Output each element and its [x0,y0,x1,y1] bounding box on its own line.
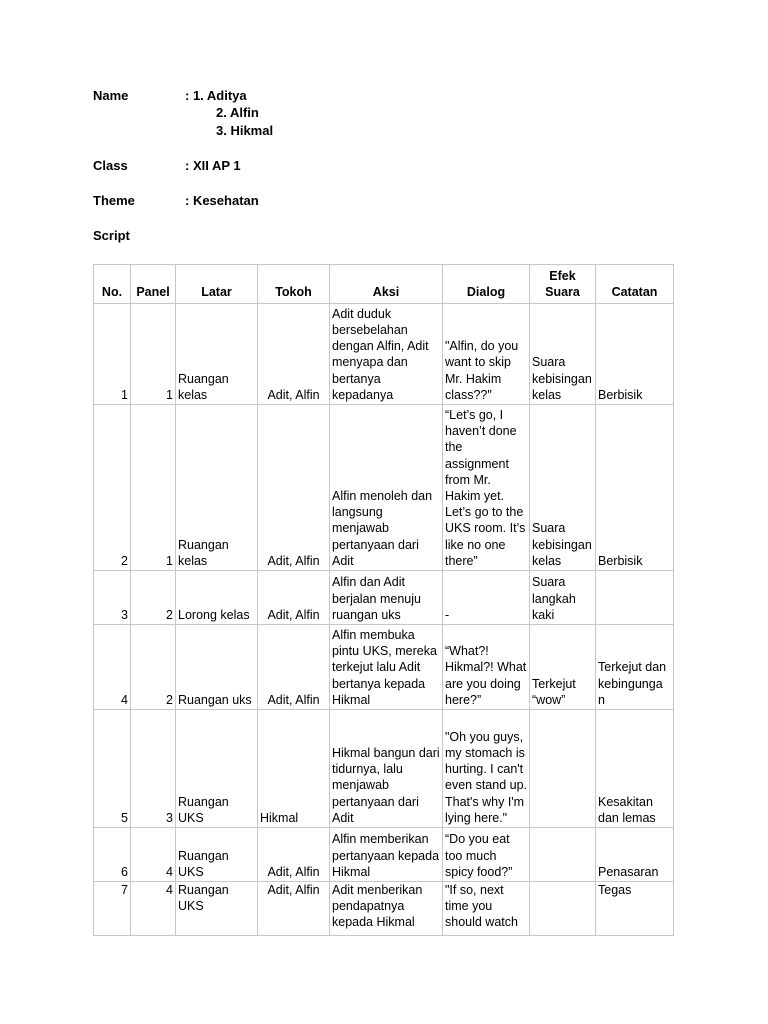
cell-efek-suara: Suara kebisingan kelas [530,304,596,405]
cell-efek-suara [530,828,596,882]
cell-efek-suara: Suara langkah kaki [530,571,596,625]
cell-catatan: Tegas [596,882,674,936]
cell-catatan: Kesakitan dan lemas [596,710,674,828]
table-row [94,304,674,405]
table-row [94,571,674,625]
name-field [93,87,393,141]
cell-aksi: Alfin membuka pintu UKS, mereka terkejut lalu Adit bertanya kepada Hikmal [330,625,443,710]
header-latar: Latar [176,265,258,304]
script-table [93,264,674,936]
cell-catatan [596,571,674,625]
script-heading: Script [93,228,130,243]
cell-tokoh: Adit, Alfin [258,625,330,710]
cell-tokoh: Adit, Alfin [258,882,330,936]
header-panel: Panel [131,265,176,304]
cell-tokoh: Adit, Alfin [258,304,330,405]
header-tokoh: Tokoh [258,265,330,304]
cell-dialog: - [443,571,530,625]
cell-aksi: Alfin menoleh dan langsung menjawab pertanyaan dari Adit [330,405,443,571]
cell-no: 6 [94,828,131,882]
cell-aksi: Hikmal bangun dari tidurnya, lalu menjawab pertanyaan dari Adit [330,710,443,828]
cell-latar: Lorong kelas [176,571,258,625]
header-no: No. [94,265,131,304]
theme-label: Theme [93,193,135,208]
header-efek-suara: Efek Suara [530,265,596,304]
cell-efek-suara [530,710,596,828]
cell-dialog: “Do you eat too much spicy food?” [443,828,530,882]
cell-latar: Ruangan UKS [176,882,258,936]
cell-dialog: “Let’s go, I haven’t done the assignment from Mr. Hakim yet. Let’s go to the UKS room. It’s like no one there” [443,405,530,571]
class-field [93,157,393,175]
table-row [94,625,674,710]
theme-value: : Kesehatan [185,193,259,208]
cell-catatan: Terkejut dan kebingunga n [596,625,674,710]
cell-tokoh: Hikmal [258,710,330,828]
cell-aksi: Adit duduk bersebelahan dengan Alfin, Adit menyapa dan bertanya kepadanya [330,304,443,405]
cell-aksi: Adit menberikan pendapatnya kepada Hikmal [330,882,443,936]
cell-panel: 4 [131,882,176,936]
name-value-3: 3. Hikmal [216,123,274,138]
table-row [94,710,674,828]
header-dialog: Dialog [443,265,530,304]
cell-latar: Ruangan uks [176,625,258,710]
table-row [94,882,674,936]
class-label: Class [93,158,128,173]
cell-tokoh: Adit, Alfin [258,828,330,882]
table-row [94,405,674,571]
cell-latar: Ruangan UKS [176,828,258,882]
cell-no: 1 [94,304,131,405]
cell-catatan: Penasaran [596,828,674,882]
header-aksi: Aksi [330,265,443,304]
cell-latar: Ruangan kelas [176,304,258,405]
cell-panel: 4 [131,828,176,882]
cell-tokoh: Adit, Alfin [258,571,330,625]
cell-no: 7 [94,882,131,936]
table-row [94,828,674,882]
cell-panel: 3 [131,710,176,828]
cell-tokoh: Adit, Alfin [258,405,330,571]
cell-no: 2 [94,405,131,571]
cell-efek-suara: Suara kebisingan kelas [530,405,596,571]
header-catatan: Catatan [596,265,674,304]
cell-panel: 1 [131,304,176,405]
class-value: : XII AP 1 [185,158,241,173]
cell-no: 5 [94,710,131,828]
cell-no: 4 [94,625,131,710]
name-value-1: : 1. Aditya [185,88,247,103]
cell-efek-suara [530,882,596,936]
cell-aksi: Alfin memberikan pertanyaan kepada Hikmal [330,828,443,882]
cell-panel: 1 [131,405,176,571]
cell-dialog: "Oh you guys, my stomach is hurting. I can't even stand up. That's why I'm lying here." [443,710,530,828]
cell-latar: Ruangan UKS [176,710,258,828]
cell-efek-suara: Terkejut “wow” [530,625,596,710]
cell-catatan: Berbisik [596,405,674,571]
cell-dialog: “What?! Hikmal?! What are you doing here?” [443,625,530,710]
name-value-2: 2. Alfin [216,105,259,120]
cell-panel: 2 [131,625,176,710]
cell-latar: Ruangan kelas [176,405,258,571]
cell-panel: 2 [131,571,176,625]
name-label: Name [93,88,129,103]
cell-no: 3 [94,571,131,625]
cell-aksi: Alfin dan Adit berjalan menuju ruangan uks [330,571,443,625]
theme-field [93,192,393,210]
cell-dialog: "Alfin, do you want to skip Mr. Hakim class??" [443,304,530,405]
cell-catatan: Berbisik [596,304,674,405]
table-header-row [94,265,674,304]
cell-dialog: "If so, next time you should watch [443,882,530,936]
